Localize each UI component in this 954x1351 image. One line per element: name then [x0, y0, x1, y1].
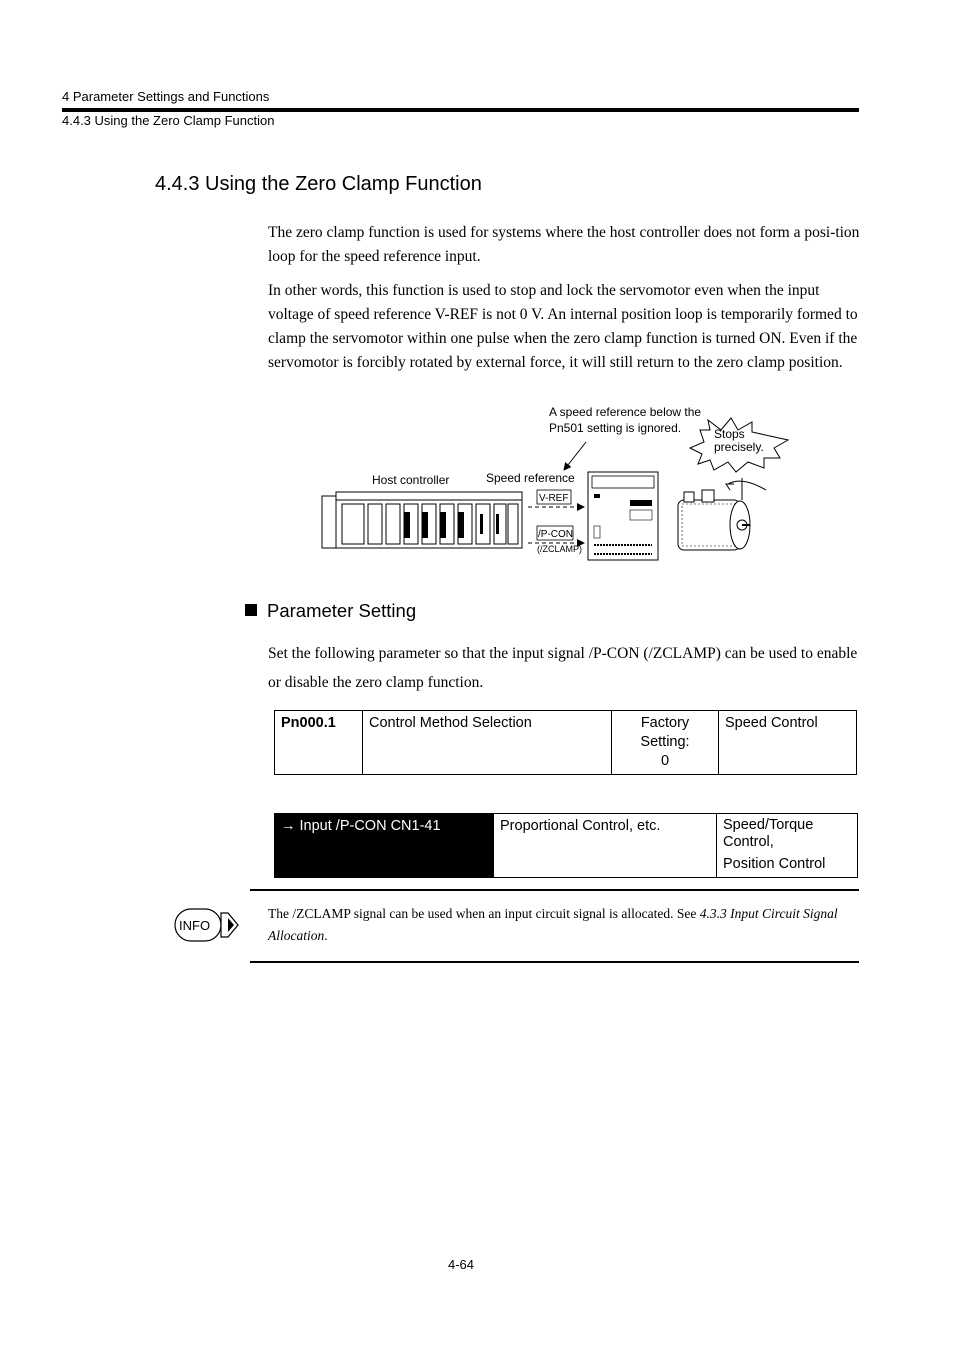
figure-note-line1: A speed reference below the — [549, 405, 702, 419]
paragraph-intro: The zero clamp function is used for systems where the host controller does not form a posi-tion loop for the speed reference input. — [268, 224, 860, 265]
factory-setting-value: 0 — [660, 753, 670, 769]
square-bullet-icon — [245, 604, 257, 616]
parameter-setting-text: Set the following parameter so that the input signal /P-CON (/ZCLAMP) can be used to enable or disable the zero clamp function. — [268, 645, 858, 691]
info-top-rule — [250, 889, 859, 891]
speed-reference-label: Speed reference — [486, 471, 575, 485]
info-text-reference: 4.3.3 Input Circuit Signal Allocation — [268, 906, 838, 943]
parameter-setting-heading — [245, 600, 416, 622]
rotation-arrowhead — [726, 484, 734, 490]
input-signal-table — [274, 813, 858, 878]
input-mode-line3: Position Control — [723, 856, 826, 872]
vref-label: V-REF — [539, 493, 569, 504]
page-number: 4-64 — [448, 1257, 475, 1272]
info-text — [268, 903, 858, 947]
info-icon — [174, 906, 240, 944]
servomotor-graphic — [678, 490, 750, 550]
param-number: Pn000.1 — [275, 711, 363, 775]
param-name: Control Method Selection — [363, 711, 612, 775]
host-controller-label: Host controller — [372, 473, 450, 487]
rotation-arc — [728, 481, 766, 490]
zclamp-label: (/ZCLAMP) — [537, 544, 582, 554]
input-mode-line2: Control, — [723, 834, 774, 850]
input-signal-function: Proportional Control, etc. — [494, 814, 717, 878]
header-rule — [62, 108, 859, 112]
factory-setting-cell — [612, 711, 719, 775]
info-icon-label: INFO — [179, 918, 211, 933]
servo-drive-graphic — [588, 472, 658, 560]
input-signal-row — [275, 814, 858, 878]
factory-setting-label2: Setting: — [640, 734, 690, 750]
figure-note-line2: Pn501 setting is ignored. — [549, 421, 682, 435]
paragraph-details: In other words, this function is used to stop and lock the servomotor even when the input voltage of speed reference V-REF is not 0 V. An internal position loop is temporarily formed to clamp the servomotor within one pulse when the zero clamp function is turned ON. Even if the servomotor is forcibly rotated by external force, it will still return to the zero clamp position. — [268, 282, 858, 371]
zero-clamp-diagram — [318, 400, 798, 570]
info-text-end: . — [324, 928, 328, 943]
host-controller-graphic — [322, 492, 522, 548]
parameter-table-row — [275, 711, 857, 775]
pcon-label: /P-CON — [538, 529, 573, 540]
section-title: 4.4.3 Using the Zero Clamp Function — [155, 173, 482, 195]
info-text-body: The /ZCLAMP signal can be used when an input circuit signal is allocated. See — [268, 906, 700, 921]
input-signal-cell: → Input /P-CON CN1-41 — [275, 814, 494, 878]
factory-setting-label1: Factory — [640, 715, 690, 731]
stops-text-line2: precisely. — [714, 440, 764, 454]
input-mode-line1: Speed/Torque — [723, 817, 814, 833]
parameter-setting-heading-text: Parameter Setting — [267, 600, 417, 621]
header-section: 4.4.3 Using the Zero Clamp Function — [62, 113, 275, 128]
input-signal-mode-cell — [717, 814, 858, 878]
param-control-mode: Speed Control — [719, 711, 857, 775]
note-arrow — [564, 442, 586, 470]
stops-text-line1: Stops — [714, 427, 745, 441]
info-bottom-rule — [250, 961, 859, 963]
parameter-table — [274, 710, 857, 775]
header-chapter: 4 Parameter Settings and Functions — [62, 89, 270, 104]
